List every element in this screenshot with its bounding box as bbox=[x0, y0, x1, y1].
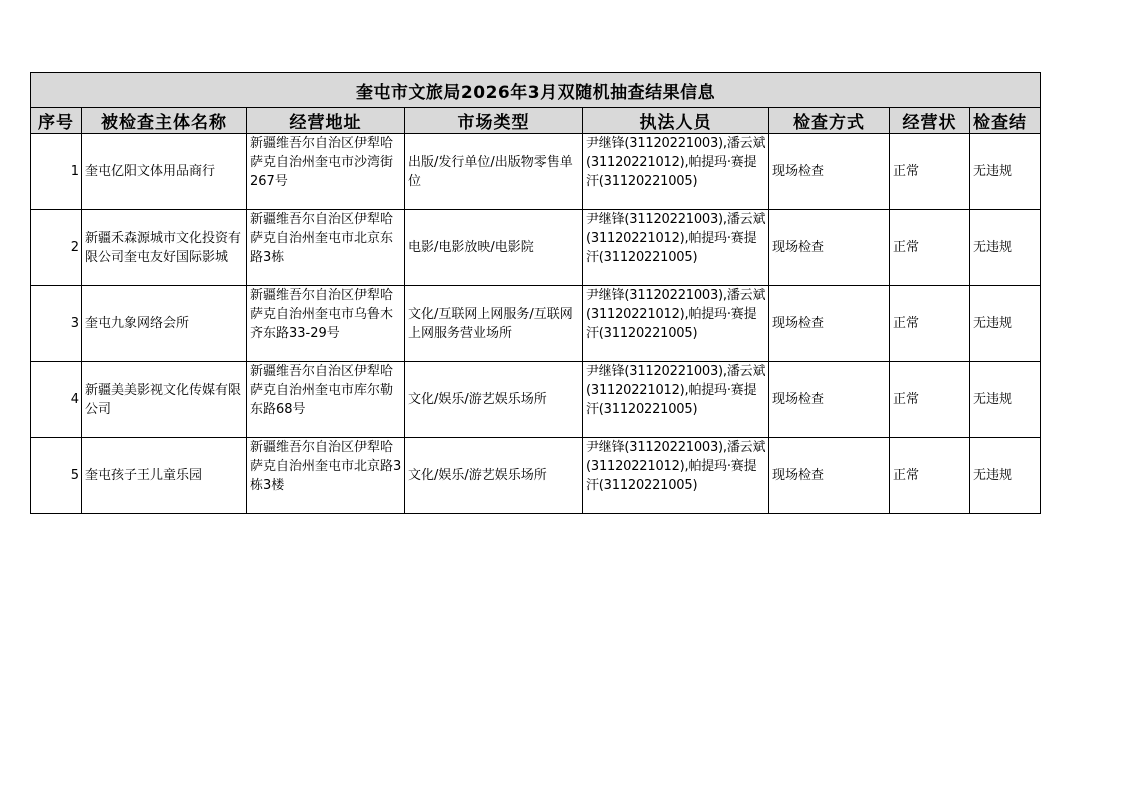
cell-index: 5 bbox=[31, 438, 82, 514]
cell-address: 新疆维吾尔自治区伊犁哈萨克自治州奎屯市乌鲁木齐东路33-29号 bbox=[247, 286, 405, 362]
table-row bbox=[31, 438, 1041, 514]
cell-status: 正常 bbox=[890, 134, 970, 210]
cell-name: 奎屯亿阳文体用品商行 bbox=[82, 134, 247, 210]
cell-market-type: 出版/发行单位/出版物零售单位 bbox=[405, 134, 583, 210]
cell-method: 现场检查 bbox=[769, 362, 890, 438]
cell-index: 2 bbox=[31, 210, 82, 286]
cell-officers: 尹继锋(31120221003),潘云斌(31120221012),帕提玛·赛提汗(31120221005) bbox=[583, 438, 769, 514]
cell-market-type: 文化/互联网上网服务/互联网上网服务营业场所 bbox=[405, 286, 583, 362]
header-method: 检查方式 bbox=[769, 108, 890, 134]
cell-method: 现场检查 bbox=[769, 134, 890, 210]
cell-result: 无违规 bbox=[970, 438, 1041, 514]
cell-officers: 尹继锋(31120221003),潘云斌(31120221012),帕提玛·赛提汗(31120221005) bbox=[583, 286, 769, 362]
cell-result: 无违规 bbox=[970, 362, 1041, 438]
cell-method: 现场检查 bbox=[769, 286, 890, 362]
table-row bbox=[31, 362, 1041, 438]
table-title: 奎屯市文旅局2026年3月双随机抽查结果信息 bbox=[31, 73, 1041, 108]
header-result: 检查结 bbox=[970, 108, 1041, 134]
header-row bbox=[31, 108, 1041, 134]
cell-status: 正常 bbox=[890, 438, 970, 514]
cell-status: 正常 bbox=[890, 286, 970, 362]
cell-method: 现场检查 bbox=[769, 210, 890, 286]
cell-market-type: 文化/娱乐/游艺娱乐场所 bbox=[405, 438, 583, 514]
title-row bbox=[31, 73, 1041, 108]
table-row bbox=[31, 134, 1041, 210]
cell-result: 无违规 bbox=[970, 210, 1041, 286]
cell-name: 新疆美美影视文化传媒有限公司 bbox=[82, 362, 247, 438]
header-index: 序号 bbox=[31, 108, 82, 134]
header-address: 经营地址 bbox=[247, 108, 405, 134]
cell-name: 新疆禾森源城市文化投资有限公司奎屯友好国际影城 bbox=[82, 210, 247, 286]
cell-index: 1 bbox=[31, 134, 82, 210]
cell-address: 新疆维吾尔自治区伊犁哈萨克自治州奎屯市北京路3栋3楼 bbox=[247, 438, 405, 514]
cell-status: 正常 bbox=[890, 362, 970, 438]
cell-result: 无违规 bbox=[970, 134, 1041, 210]
header-status: 经营状 bbox=[890, 108, 970, 134]
table-row bbox=[31, 210, 1041, 286]
inspection-results-table bbox=[30, 72, 1041, 514]
cell-address: 新疆维吾尔自治区伊犁哈萨克自治州奎屯市沙湾街267号 bbox=[247, 134, 405, 210]
header-market-type: 市场类型 bbox=[405, 108, 583, 134]
header-officers: 执法人员 bbox=[583, 108, 769, 134]
spreadsheet-page bbox=[30, 72, 1040, 514]
cell-market-type: 电影/电影放映/电影院 bbox=[405, 210, 583, 286]
cell-market-type: 文化/娱乐/游艺娱乐场所 bbox=[405, 362, 583, 438]
table-row bbox=[31, 286, 1041, 362]
cell-index: 4 bbox=[31, 362, 82, 438]
cell-officers: 尹继锋(31120221003),潘云斌(31120221012),帕提玛·赛提汗(31120221005) bbox=[583, 210, 769, 286]
cell-officers: 尹继锋(31120221003),潘云斌(31120221012),帕提玛·赛提汗(31120221005) bbox=[583, 362, 769, 438]
cell-index: 3 bbox=[31, 286, 82, 362]
cell-method: 现场检查 bbox=[769, 438, 890, 514]
header-name: 被检查主体名称 bbox=[82, 108, 247, 134]
cell-result: 无违规 bbox=[970, 286, 1041, 362]
cell-address: 新疆维吾尔自治区伊犁哈萨克自治州奎屯市北京东路3栋 bbox=[247, 210, 405, 286]
cell-officers: 尹继锋(31120221003),潘云斌(31120221012),帕提玛·赛提汗(31120221005) bbox=[583, 134, 769, 210]
cell-status: 正常 bbox=[890, 210, 970, 286]
cell-address: 新疆维吾尔自治区伊犁哈萨克自治州奎屯市库尔勒东路68号 bbox=[247, 362, 405, 438]
cell-name: 奎屯九象网络会所 bbox=[82, 286, 247, 362]
cell-name: 奎屯孩子王儿童乐园 bbox=[82, 438, 247, 514]
